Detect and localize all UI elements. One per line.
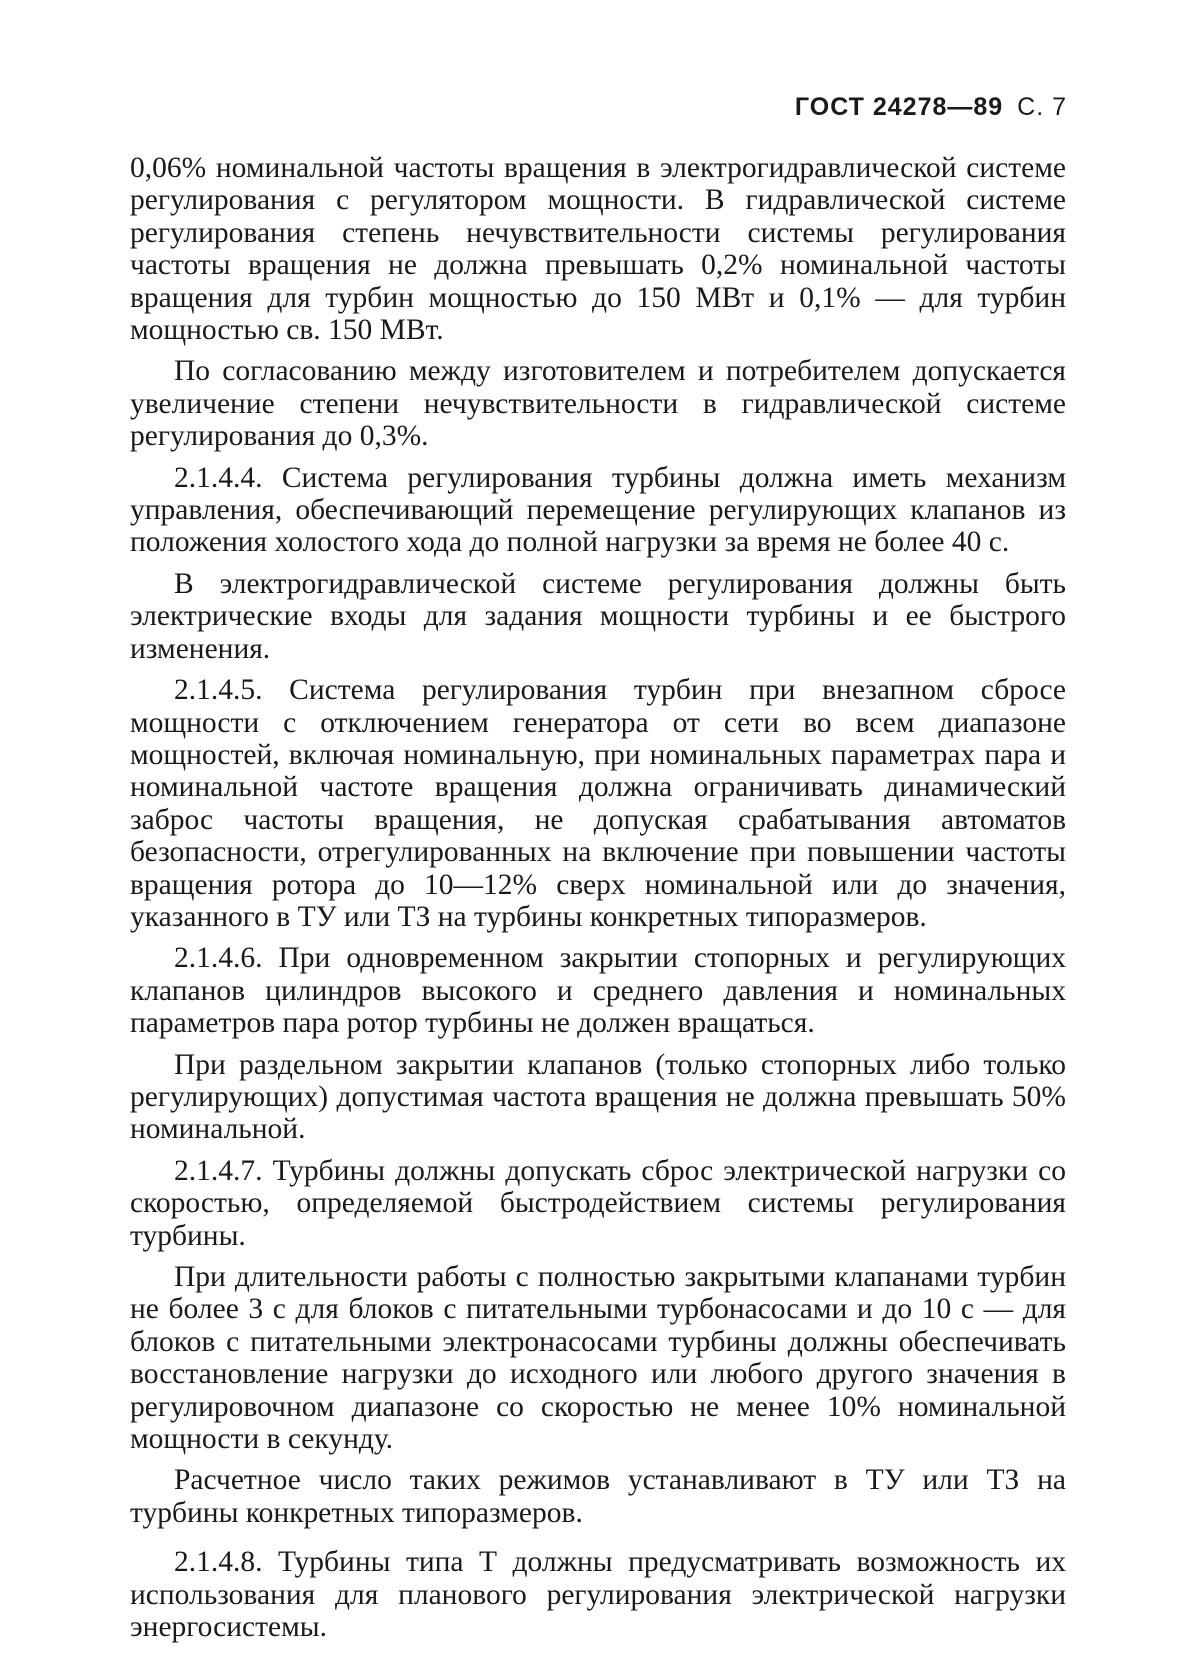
paragraph: При раздельном закрытии клапанов (только стопорных либо только регулирующих) допустимая частота вращения не должна превышать 50% номинальной. — [130, 1048, 1066, 1146]
clause-2-1-4-8: 2.1.4.8. Турбины типа Т должны предусматривать возможность их использования для планового регулирования электрической нагрузки энергосистемы. — [130, 1546, 1066, 1644]
body-text — [130, 152, 1066, 1652]
paragraph: 0,06% номинальной частоты вращения в электрогидравлической системе регулирования с регулятором мощности. В гидравлической системе регулирования степень нечувствительности системы регулирования частоты вращения не должна превышать 0,2% номинальной частоты вращения для турбин мощностью до 150 МВт и 0,1% — для турбин мощностью св. 150 МВт. — [130, 152, 1066, 347]
paragraph: При длительности работы с полностью закрытыми клапанами турбин не более 3 с для блоков с питательными турбонасосами и до 10 с — для блоков с питательными электронасосами турбины должны обеспечивать восстановление нагрузки до исходного или любого другого значения в регулировочном диапазоне со скоростью не менее 10% номинальной мощности в секунду. — [130, 1261, 1066, 1456]
clause-2-1-4-6: 2.1.4.6. При одновременном закрытии стопорных и регулирующих клапанов цилиндров высокого и среднего давления и номинальных параметров пара ротор турбины не должен вращаться. — [130, 942, 1066, 1040]
paragraph: Расчетное число таких режимов устанавливают в ТУ или ТЗ на турбины конкретных типоразмеров. — [130, 1464, 1066, 1529]
page-header — [795, 93, 1067, 122]
paragraph: В электрогидравлической системе регулирования должны быть электрические входы для задания мощности турбины и ее быстрого изменения. — [130, 567, 1066, 665]
clause-2-1-4-5: 2.1.4.5. Система регулирования турбин при внезапном сбросе мощности с отключением генератора от сети во всем диапазоне мощностей, включая номинальную, при номинальных параметрах пара и номинальной частоте вращения должна ограничивать динамический заброс частоты вращения, не допуская срабатывания автоматов безопасности, отрегулированных на включение при повышении частоты вращения ротора до 10—12% сверх номинальной или до значения, указанного в ТУ или ТЗ на турбины конкретных типоразмеров. — [130, 674, 1066, 933]
standard-number: ГОСТ 24278—89 — [794, 93, 1004, 121]
page-number: С. 7 — [1017, 93, 1067, 121]
clause-2-1-4-7: 2.1.4.7. Турбины должны допускать сброс электрической нагрузки со скоростью, определяемой быстродействием системы регулирования турбины. — [130, 1154, 1066, 1252]
clause-2-1-4-4: 2.1.4.4. Система регулирования турбины должна иметь механизм управления, обеспечивающий перемещение регулирующих клапанов из положения холостого хода до полной нагрузки за время не более 40 с. — [130, 461, 1066, 559]
paragraph: По согласованию между изготовителем и потребителем допускается увеличение степени нечувствительности в гидравлической системе регулирования до 0,3%. — [130, 355, 1066, 453]
